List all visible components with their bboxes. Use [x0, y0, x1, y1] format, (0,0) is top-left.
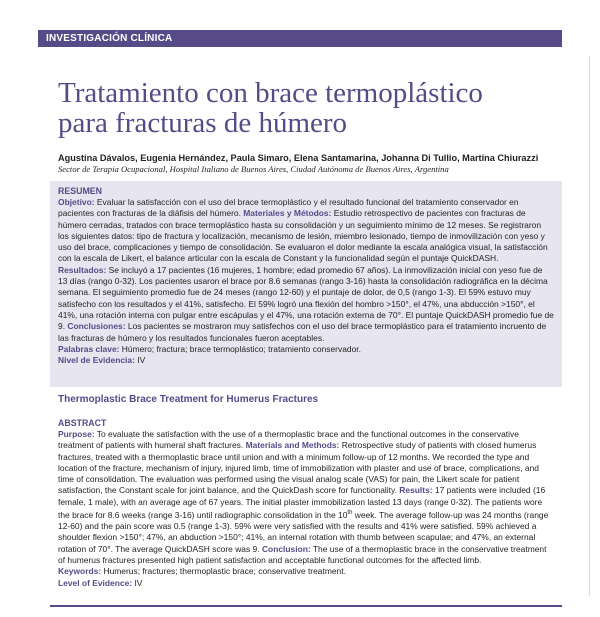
methods-text: Retrospective study of patients with closed humerus fractures, treated with a thermoplastic brace until union and with a minimum follow-up of 12 months. We recorded the type and location of the fracture, mechanism of injury, injured limb, time of immobilization with plaster and use of brace, complications, and time of consolidation. The evaluation was performed using the visual analog scale (VAS) for pain, the Likert scale for patient satisfaction, the Constant scale for joint balance, and the QuickDash score for functionality.: [58, 440, 540, 496]
nivel-evidencia-label: Nivel de Evidencia:: [58, 355, 135, 366]
abstract-paragraph: [58, 429, 554, 566]
resumen-resultados-paragraph: [58, 265, 554, 344]
english-abstract-box: [50, 389, 562, 600]
top-margin: [0, 0, 600, 26]
nivel-evidencia-text: IV: [134, 355, 146, 366]
title-line-2: para fracturas de húmero: [58, 107, 348, 139]
level-of-evidence: [58, 578, 554, 589]
purpose-text: To evaluate the satisfaction with the use of a thermoplastic brace and the functional outcomes in the conservative treatment of patients with humeral shaft fractures.: [58, 429, 519, 451]
section-label: INVESTIGACIÓN CLÍNICA: [38, 30, 562, 47]
spanish-abstract-box: [50, 181, 562, 387]
conclusiones-label: Conclusiones:: [65, 321, 126, 332]
purpose-label: Purpose:: [58, 429, 95, 439]
palabras-clave: [58, 344, 554, 355]
results-label: Results:: [396, 485, 433, 496]
page-edge-divider: [589, 56, 590, 596]
results-text-2: week. The average follow-up was 24 months (range 12-60) and the pain score was 0.5 (range 1-3). 59% were very satisfied with the results and 41% were satisfied. 59% achieved a shoulder flexion >150°; 47%, an abduction >150°; 41%, an internal rotation with thumb between scapulae; and 47%, an external rotation of 70°. The average QuickDASH score was 9.: [58, 509, 549, 554]
palabras-clave-text: Húmero; fractura; brace termoplástico; tratamiento conservador.: [119, 343, 361, 354]
resumen-objetivo-paragraph: [58, 197, 554, 265]
resultados-text: Se incluyó a 17 pacientes (16 mujeres, 1 hombre; edad promedio 67 años). La inmovilización inicial con yeso fue de 13 días (rango 0-32). Los pacientes usaron el brace por 8.6 semanas (rango 3-16) hasta la consolidación radiográfica en la décima semana. El seguimiento promedio fue de 24 meses (rango 12-60) y el puntaje de dolor, de 0,5 (rango 1-3). El 59% estuvo muy satisfecho con los resultados y el 41%, satisfecho. El 59% logró una flexión del hombro >150°, el 47%, una abducción >150°, el 41%, una rotación interna con pulgar entre escápulas y el 47%, una rotación externa de 70°. El puntaje QuickDASH promedio fue de 9.: [58, 264, 554, 332]
conclusiones-text: Los pacientes se mostraron muy satisfechos con el uso del brace termoplástico para el tratamiento incruento de las fracturas de húmero y los resultados funcionales fueron aceptables.: [58, 321, 547, 343]
resultados-label: Resultados:: [58, 264, 107, 275]
nivel-evidencia: [58, 355, 554, 366]
abstract-heading: ABSTRACT: [58, 418, 107, 428]
results-text-1: 17 patients were included (16 female, 1 male), with an average age of 67 years. The initial plaster immobilization lasted 13 days (range 0-32). The patients wore the brace for 8.6 weeks (range 3-16) until radiographic consolidation in the 10: [58, 485, 546, 520]
objetivo-text: Evaluar la satisfacción con el uso del brace termoplástico y el resultado funcional del tratamiento conservador en pacientes con fracturas de la diáfisis del húmero.: [58, 197, 519, 219]
keywords: [58, 566, 554, 577]
author-list: Agustina Dávalos, Eugenia Hernández, Paula Simaro, Elena Santamarina, Johanna Di Tullio, Martina Chiurazzi: [58, 153, 539, 163]
keywords-label: Keywords:: [58, 566, 102, 577]
conclusion-text: The use of a thermoplastic brace in the conservative treatment of humerus fractures presented high patient satisfaction and acceptable functional outcomes for the affected limb.: [58, 543, 547, 566]
methods-label: Materials and Methods:: [243, 440, 340, 451]
level-of-evidence-text: IV: [132, 577, 143, 588]
materiales-text: Estudio retrospectivo de pacientes con fracturas de húmero cerradas, tratados con brace termoplástico hasta su consolidación y un seguimiento mínimo de 12 meses. Se registraron los siguientes datos: tipo de fractura y localización, mecanismo de lesión, miembro lesionado, tiempo de inmovilización con yeso y uso del brace, complicaciones y tiempo de consolidación. Se evaluaron el dolor mediante la escala analógica visual, la satisfacción con la escala de Likert, el balance articular con la escala de Constant y la funcionalidad según el puntaje QuickDASH.: [58, 208, 548, 264]
title-line-1: Tratamiento con brace termoplástico: [58, 77, 483, 109]
affiliation: Sector de Terapia Ocupacional, Hospital Italiano de Buenos Aires, Ciudad Autónoma de Buenos Aires, Argentina: [58, 164, 449, 174]
article-title: [58, 78, 538, 138]
materiales-label: Materiales y Métodos:: [240, 208, 332, 219]
objetivo-label: Objetivo:: [58, 197, 95, 207]
results-superscript: th: [347, 510, 353, 517]
english-title: Thermoplastic Brace Treatment for Humerus Fractures: [58, 394, 319, 405]
conclusion-label: Conclusion:: [259, 543, 311, 554]
resumen-heading: RESUMEN: [58, 186, 102, 196]
bottom-rule: [50, 605, 562, 607]
level-of-evidence-label: Level of Evidence:: [58, 577, 133, 588]
keywords-text: Humerus; fractures; thermoplastic brace; conservative treatment.: [101, 566, 346, 577]
palabras-clave-label: Palabras clave:: [58, 343, 120, 354]
